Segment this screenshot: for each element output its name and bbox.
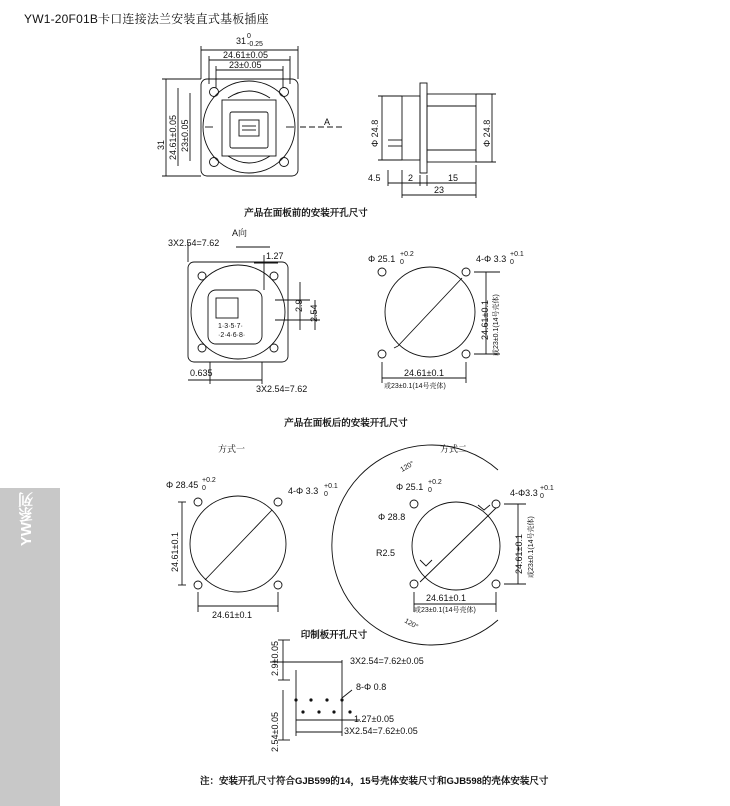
footnote: 注：安装开孔尺寸符合GJB599的14，15号壳体安装尺寸和GJB598的壳体安装尺寸 bbox=[200, 776, 549, 787]
dim-2: 2 bbox=[408, 173, 414, 183]
m1-mount-holes: 4-Φ 3.3 bbox=[288, 486, 319, 496]
pcb-hole bbox=[325, 698, 328, 701]
method-two-cutout bbox=[332, 445, 526, 645]
dim-2-9: 2.9 bbox=[294, 299, 304, 312]
pcb-hole bbox=[340, 698, 343, 701]
front-dim-v-alt: 或23±0.1(14号壳体) bbox=[493, 294, 500, 356]
heading-back-mount: 产品在面板后的安装开孔尺寸 bbox=[284, 418, 408, 429]
m2-angle-top: 120° bbox=[399, 460, 416, 474]
page-title: YW1-20F01B卡口连接法兰安装直式基板插座 bbox=[24, 12, 269, 26]
front-mount-tol-up: +0.1 bbox=[510, 251, 524, 258]
side-dia-left: Φ 24.8 bbox=[370, 119, 380, 147]
m1-hole-dia: Φ 28.45 bbox=[166, 480, 199, 490]
dim-31-tol-low: -0.25 bbox=[247, 41, 263, 48]
m1-mount-tol-low: 0 bbox=[324, 491, 328, 498]
m2-hole-dia: Φ 25.1 bbox=[396, 482, 424, 492]
view-a-label: A bbox=[324, 117, 331, 127]
pcb-hole bbox=[294, 698, 297, 701]
pcb-hole bbox=[301, 710, 304, 713]
front-hole-tol-low: 0 bbox=[400, 259, 404, 266]
front-hole-tol-up: +0.2 bbox=[400, 251, 414, 258]
front-dim-h: 24.61±0.1 bbox=[404, 368, 444, 378]
pcb-pitch-bottom: 3X2.54=7.62±0.05 bbox=[344, 726, 418, 736]
dim-2461-top: 24.61±0.05 bbox=[223, 50, 268, 60]
m2-mount-tol-up: +0.1 bbox=[540, 485, 554, 492]
m2-hole-tol-low: 0 bbox=[428, 487, 432, 494]
pcb-hole bbox=[348, 710, 351, 713]
front-mount-tol-low: 0 bbox=[510, 259, 514, 266]
dim-1-27: 1.27 bbox=[266, 251, 284, 261]
method-two-label: 方式二 bbox=[440, 444, 468, 454]
front-hole-dia: Φ 25.1 bbox=[368, 254, 396, 264]
m2-dim-h-alt: 或23±0.1(14号壳体) bbox=[414, 607, 476, 614]
pcb-dim-1-27: 1.27±0.05 bbox=[354, 714, 394, 724]
dim-2461-left: 24.61±0.05 bbox=[168, 115, 178, 160]
m2-dim-h: 24.61±0.1 bbox=[426, 593, 466, 603]
pcb-hole bbox=[309, 698, 312, 701]
pitch-bottom: 3X2.54=7.62 bbox=[256, 384, 308, 394]
m1-dim-v: 24.61±0.1 bbox=[170, 532, 180, 572]
view-a-heading: A向 bbox=[232, 228, 248, 238]
dim-23-left: 23±0.05 bbox=[180, 119, 190, 152]
side-view bbox=[378, 83, 496, 198]
method-one-cutout bbox=[178, 496, 286, 612]
pcb-layout bbox=[270, 640, 360, 740]
heading-front-mount: 产品在面板前的安装开孔尺寸 bbox=[244, 208, 368, 219]
dim-23-top: 23±0.05 bbox=[229, 60, 262, 70]
pcb-dim-2-9: 2.9±0.05 bbox=[270, 641, 280, 676]
m2-angle-bottom: 120° bbox=[403, 617, 420, 631]
pcb-hole bbox=[317, 710, 320, 713]
m2-dim-v-alt: 或23±0.1(14号壳体) bbox=[528, 516, 535, 578]
pins-row-2: ·2·4·6·8· bbox=[218, 332, 246, 339]
m2-dim-v: 24.61±0.1 bbox=[514, 534, 524, 574]
pcb-dim-2-54: 2.54±0.05 bbox=[270, 712, 280, 752]
dim-15: 15 bbox=[448, 173, 459, 183]
dim-2-54: 2.54 bbox=[309, 304, 319, 322]
dim-4-5: 4.5 bbox=[368, 173, 381, 183]
m2-mount-tol-low: 0 bbox=[540, 493, 544, 500]
m2-inner-dia: Φ 28.8 bbox=[378, 512, 406, 522]
m2-mount-holes: 4-Φ3.3 bbox=[510, 488, 538, 498]
pcb-pitch-top: 3X2.54=7.62±0.05 bbox=[350, 656, 424, 666]
pins-row-1: 1·3·5·7· bbox=[218, 323, 243, 330]
m1-hole-tol-low: 0 bbox=[202, 485, 206, 492]
series-side-tab-label: YW系列 bbox=[18, 492, 35, 547]
dim-23-side: 23 bbox=[434, 185, 445, 195]
dim-0-635: 0.635 bbox=[190, 368, 213, 378]
pcb-holes: 8-Φ 0.8 bbox=[356, 682, 387, 692]
pitch-top: 3X2.54=7.62 bbox=[168, 238, 220, 248]
method-one-label: 方式一 bbox=[218, 444, 246, 454]
pcb-hole bbox=[332, 710, 335, 713]
front-dim-h-alt: 或23±0.1(14号壳体) bbox=[384, 383, 446, 390]
dim-31-tol-up: 0 bbox=[247, 33, 251, 40]
side-dia-right: Φ 24.8 bbox=[482, 119, 492, 147]
dim-31-left: 31 bbox=[156, 139, 166, 150]
a-view bbox=[188, 243, 320, 384]
dim-31: 31 bbox=[236, 36, 247, 46]
m2-hole-tol-up: +0.2 bbox=[428, 479, 442, 486]
m2-radius: R2.5 bbox=[376, 548, 396, 558]
m1-hole-tol-up: +0.2 bbox=[202, 477, 216, 484]
m1-dim-h: 24.61±0.1 bbox=[212, 610, 252, 620]
front-dim-v: 24.61±0.1 bbox=[480, 300, 490, 340]
front-mount-holes: 4-Φ 3.3 bbox=[476, 254, 507, 264]
heading-pcb: 印制板开孔尺寸 bbox=[300, 630, 368, 641]
m1-mount-tol-up: +0.1 bbox=[324, 483, 338, 490]
